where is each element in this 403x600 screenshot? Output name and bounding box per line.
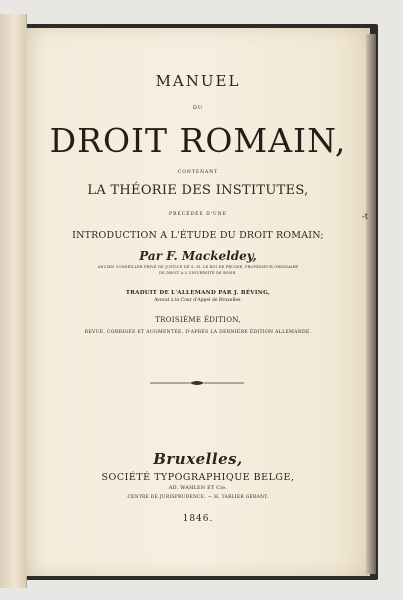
translator-role: Avocat à la Cour d'Appel de Bruxelles. <box>154 298 242 303</box>
page-mark: -t <box>362 212 368 221</box>
connector-precedee: PRÉCÉDÉE D'UNE <box>169 212 227 217</box>
imprint-publisher-legal: CENTRE DE JURISPRUDENCE. — H. TARLIER GÉRANT. <box>127 495 269 500</box>
imprint-publisher: SOCIÉTÉ TYPOGRAPHIQUE BELGE, <box>101 472 295 483</box>
imprint-publisher-detail: AD. WAHLEN ET Cie. <box>168 486 228 491</box>
main-title: DROIT ROMAIN, <box>49 121 347 160</box>
book-spine <box>0 14 27 588</box>
title-top: MANUEL <box>155 72 241 90</box>
translator-line: TRADUIT DE L'ALLEMAND PAR J. BÉVING, <box>125 290 271 296</box>
ornament-rule-icon <box>150 380 244 386</box>
author-name: Par F. Mackeldey, <box>139 249 257 263</box>
imprint-year: 1846. <box>182 514 214 524</box>
page-edge <box>366 34 376 574</box>
edition-note: REVUE, CORRIGÉE ET AUGMENTÉE, D'APRÈS LA DERNIÈRE ÉDITION ALLEMANDE. <box>84 330 312 335</box>
imprint-city: Bruxelles, <box>153 450 243 468</box>
subtitle: LA THÉORIE DES INSTITUTES, <box>87 183 309 198</box>
author-affiliation-2: DE DROIT A L'UNIVERSITÉ DE BONN. <box>159 271 237 275</box>
introduction-line: INTRODUCTION A L'ÉTUDE DU DROIT ROMAIN; <box>72 230 324 241</box>
edition-line: TROISIÈME ÉDITION, <box>155 316 241 324</box>
author-affiliation-1: ANCIEN CONSEILLER PRIVÉ DE JUSTICE DE S. M. LE ROI DE PRUSSE, PROFESSEUR ORDINAIRE <box>97 265 299 269</box>
connector-contenant: CONTENANT <box>177 170 219 175</box>
connector-du: DU <box>192 105 204 111</box>
